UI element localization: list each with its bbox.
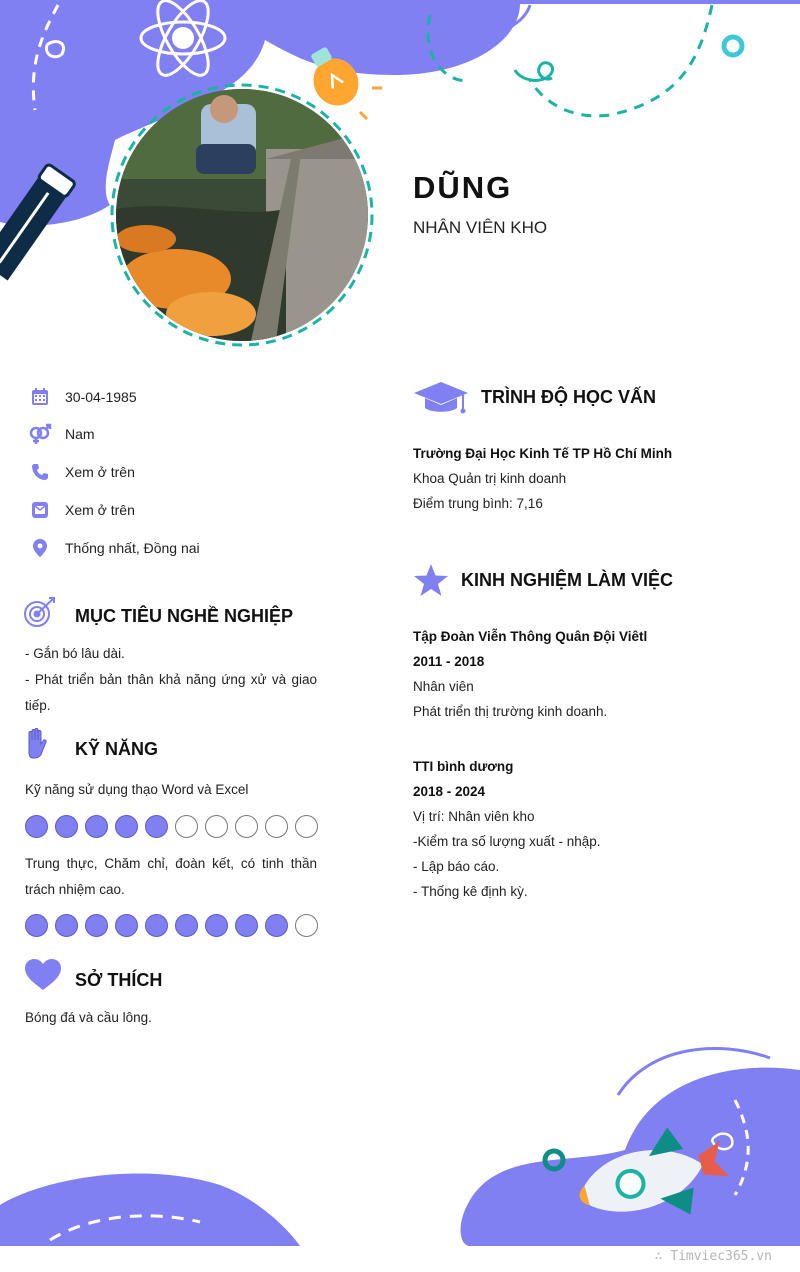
job-detail: -Kiểm tra số lượng xuất - nhập. xyxy=(413,834,601,849)
education-entry xyxy=(413,441,773,516)
rating-dot-empty xyxy=(175,815,198,838)
info-birthdate xyxy=(28,385,137,409)
job-detail: - Lập báo cáo. xyxy=(413,859,500,874)
skills-title: KỸ NĂNG xyxy=(75,739,159,759)
job-detail: Phát triển thị trường kinh doanh. xyxy=(413,704,608,719)
gpa: Điểm trung bình: 7,16 xyxy=(413,496,543,511)
rating-dot-empty xyxy=(295,914,318,937)
rating-dot-filled xyxy=(85,815,108,838)
rating-dot-empty xyxy=(235,815,258,838)
rating-dot-filled xyxy=(175,914,198,937)
job-detail: Vị trí: Nhân viên kho xyxy=(413,809,535,824)
rating-dot-filled xyxy=(235,914,258,937)
rating-dot-filled xyxy=(115,815,138,838)
rating-dot-filled xyxy=(205,914,228,937)
rating-dot-filled xyxy=(55,815,78,838)
rating-dot-filled xyxy=(115,914,138,937)
skill-rating xyxy=(25,815,318,838)
info-email xyxy=(28,498,135,522)
job-entry xyxy=(413,754,773,904)
education-title: TRÌNH ĐỘ HỌC VẤN xyxy=(481,387,656,407)
job-detail: - Thống kê định kỳ. xyxy=(413,884,528,899)
objective-text xyxy=(25,641,317,719)
rating-dot-empty xyxy=(265,815,288,838)
hobbies-text: Bóng đá và cầu lông. xyxy=(25,1010,152,1025)
job-company: TTI bình dương xyxy=(413,759,514,774)
email-icon xyxy=(28,498,52,522)
rating-dot-filled xyxy=(25,914,48,937)
rating-dot-filled xyxy=(265,914,288,937)
skill-name: Trung thực, Chăm chỉ, đoàn kết, có tinh thần trách nhiệm cao. xyxy=(25,856,317,897)
rating-dot-empty xyxy=(205,815,228,838)
job-title: NHÂN VIÊN KHO xyxy=(413,218,548,237)
birthdate-text: 30-04-1985 xyxy=(65,389,137,405)
job-period: 2011 - 2018 xyxy=(413,654,485,669)
phone-icon xyxy=(28,460,52,484)
email-text: Xem ở trên xyxy=(65,502,135,518)
avatar-photo xyxy=(116,89,368,341)
gender-text: Nam xyxy=(65,426,95,442)
gender-icon xyxy=(28,422,52,446)
location-pin-icon xyxy=(28,536,52,560)
skill-rating xyxy=(25,914,318,937)
address-text: Thống nhất, Đồng nai xyxy=(65,540,200,556)
job-detail: Nhân viên xyxy=(413,679,474,694)
school-name: Trường Đại Học Kinh Tế TP Hồ Chí Minh xyxy=(413,446,673,461)
heart-icon xyxy=(24,958,62,997)
target-icon xyxy=(24,595,58,634)
rating-dot-filled xyxy=(85,914,108,937)
objective-line: - Phát triển bản thân khả năng ứng xử và giao tiếp. xyxy=(25,672,317,713)
job-entry xyxy=(413,624,773,724)
objective-line: - Gắn bó lâu dài. xyxy=(25,646,125,661)
phone-text: Xem ở trên xyxy=(65,464,135,480)
info-gender xyxy=(28,422,95,446)
watermark: ∴ Timviec365.vn xyxy=(654,1249,772,1264)
rating-dot-filled xyxy=(25,815,48,838)
candidate-name: DŨNG xyxy=(413,170,513,205)
graduation-cap-icon xyxy=(413,380,469,419)
job-period: 2018 - 2024 xyxy=(413,784,486,799)
calendar-icon xyxy=(28,385,52,409)
rating-dot-filled xyxy=(145,914,168,937)
skill-name: Kỹ năng sử dụng thạo Word và Excel xyxy=(25,782,249,797)
objective-title: MỤC TIÊU NGHỀ NGHIỆP xyxy=(75,606,294,626)
rating-dot-filled xyxy=(55,914,78,937)
hand-icon xyxy=(25,728,47,765)
star-icon xyxy=(413,563,449,602)
info-phone xyxy=(28,460,135,484)
info-address xyxy=(28,536,200,560)
hobbies-title: SỞ THÍCH xyxy=(75,970,163,990)
experience-title: KINH NGHIỆM LÀM VIỆC xyxy=(461,570,674,590)
job-company: Tập Đoàn Viễn Thông Quân Đội Viêtl xyxy=(413,629,648,644)
rating-dot-empty xyxy=(295,815,318,838)
faculty: Khoa Quản trị kinh doanh xyxy=(413,471,567,486)
rating-dot-filled xyxy=(145,815,168,838)
